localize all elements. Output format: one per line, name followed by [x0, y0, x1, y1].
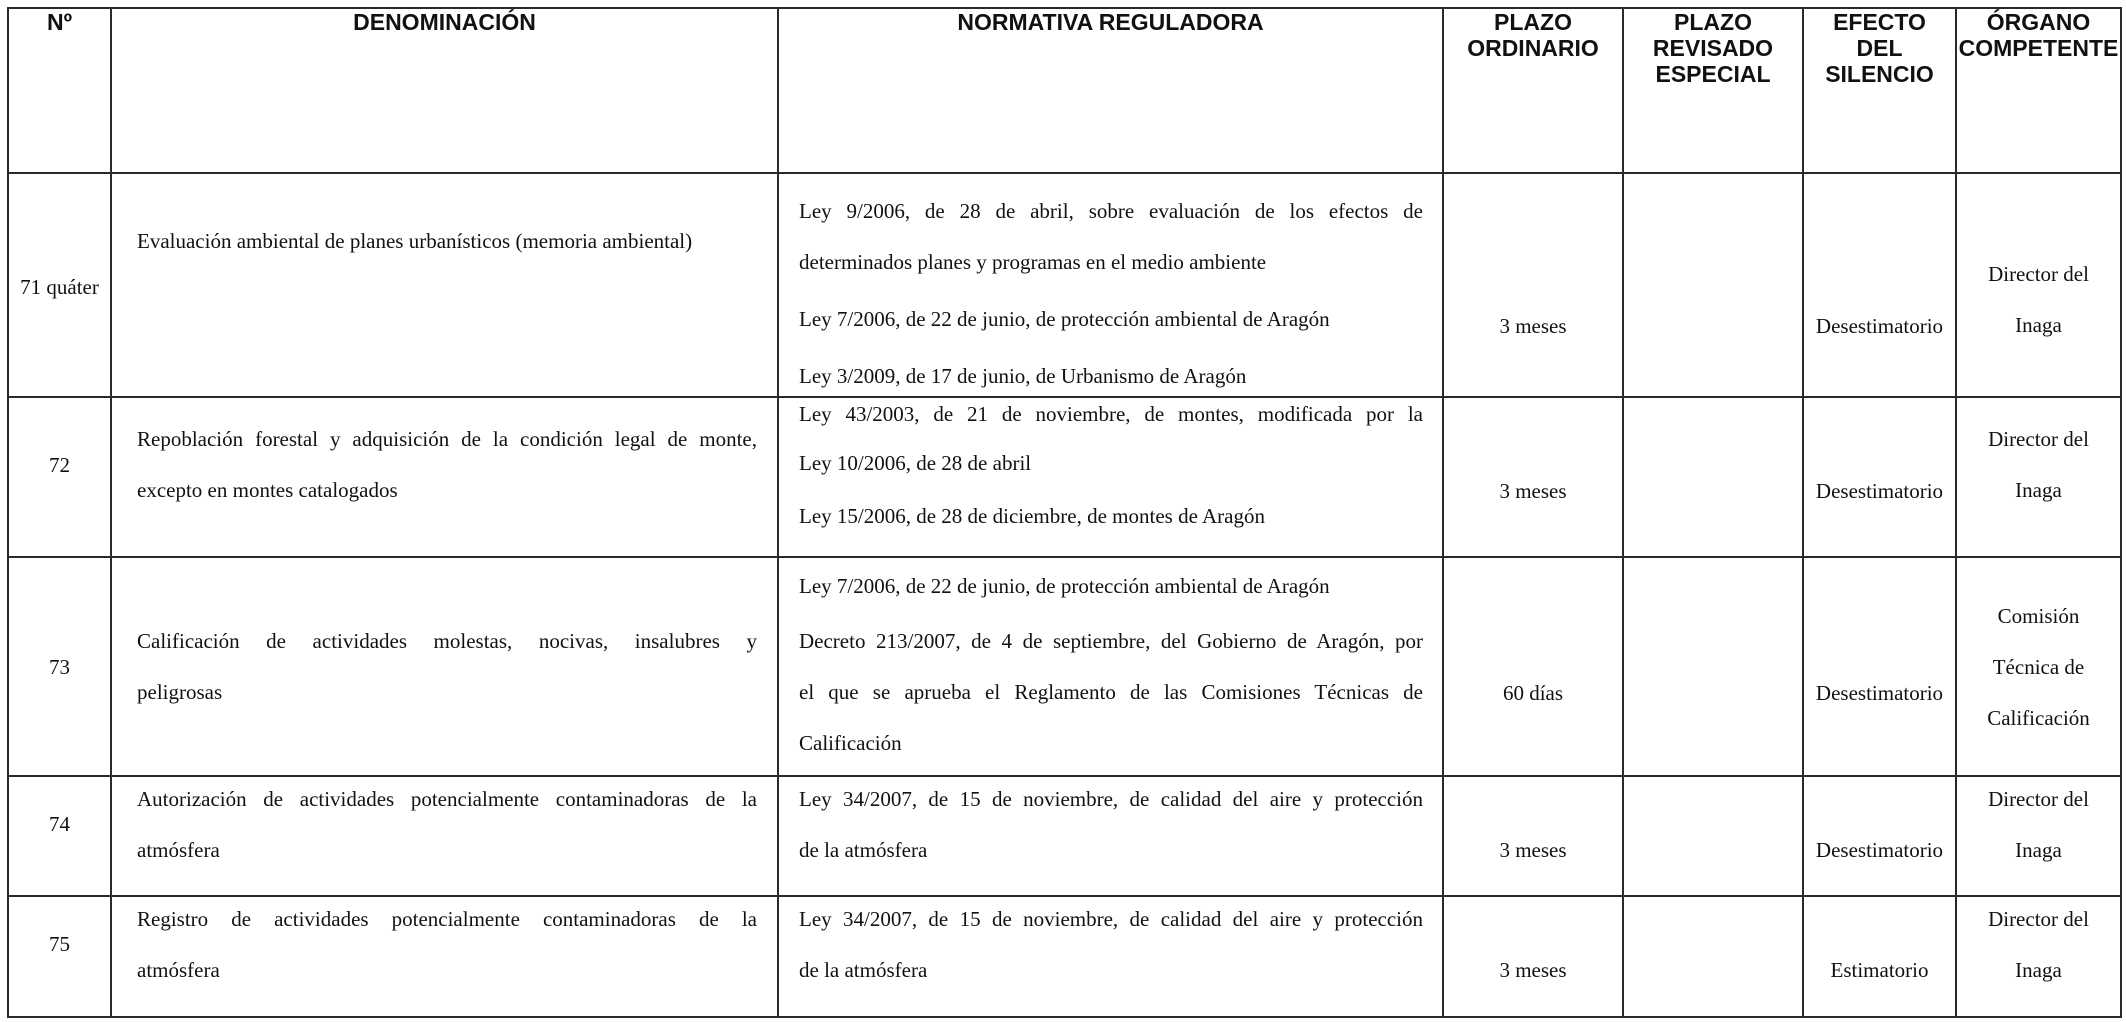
header-organo-competente: ÓRGANO COMPETENTE — [1956, 8, 2121, 173]
header-row — [8, 8, 2121, 173]
plazo-revisado-cell — [1623, 557, 1803, 776]
organo-competente-cell: Director del Inaga — [1956, 896, 2121, 1017]
header-num: Nº — [8, 8, 111, 173]
row-number-cell: 74 — [8, 776, 111, 896]
table-row — [8, 557, 2121, 776]
organo-competente-cell: Director del Inaga — [1956, 173, 2121, 397]
table-row — [8, 896, 2121, 1017]
table-row — [8, 776, 2121, 896]
denominacion-cell: Autorización de actividades potencialmente contaminadoras de la atmósfera — [111, 776, 778, 896]
header-plazo-ordinario: PLAZO ORDINARIO — [1443, 8, 1623, 173]
organo-competente-cell: Director del Inaga — [1956, 397, 2121, 557]
plazo-ordinario-cell: 3 meses — [1443, 896, 1623, 1017]
efecto-silencio-cell: Desestimatorio — [1803, 173, 1956, 397]
efecto-silencio-cell: Desestimatorio — [1803, 557, 1956, 776]
denominacion-cell: Repoblación forestal y adquisición de la condición legal de monte, excepto en montes catalogados — [111, 397, 778, 557]
header-denominacion: DENOMINACIÓN — [111, 8, 778, 173]
plazo-ordinario-cell: 60 días — [1443, 557, 1623, 776]
denominacion-cell: Evaluación ambiental de planes urbanísticos (memoria ambiental) — [111, 173, 778, 397]
row-number-cell: 71 quáter — [8, 173, 111, 397]
efecto-silencio-cell: Desestimatorio — [1803, 397, 1956, 557]
table-row — [8, 173, 2121, 397]
plazo-revisado-cell — [1623, 173, 1803, 397]
row-number-cell: 72 — [8, 397, 111, 557]
normativa-cell: Ley 9/2006, de 28 de abril, sobre evaluación de los efectos de determinados planes y programas en el medio ambiente Ley 7/2006, de 22 de junio, de protección ambiental de Aragón Ley 3/2009, de 17 de junio, de Urbanismo de Aragón — [778, 173, 1443, 397]
plazo-revisado-cell — [1623, 397, 1803, 557]
plazo-revisado-cell — [1623, 896, 1803, 1017]
plazo-ordinario-cell: 3 meses — [1443, 173, 1623, 397]
normativa-cell: Ley 34/2007, de 15 de noviembre, de calidad del aire y protección de la atmósfera — [778, 896, 1443, 1017]
denominacion-cell: Calificación de actividades molestas, nocivas, insalubres y peligrosas — [111, 557, 778, 776]
header-normativa: NORMATIVA REGULADORA — [778, 8, 1443, 173]
normativa-cell: Ley 34/2007, de 15 de noviembre, de calidad del aire y protección de la atmósfera — [778, 776, 1443, 896]
organo-competente-cell: Director del Inaga — [1956, 776, 2121, 896]
plazo-ordinario-cell: 3 meses — [1443, 776, 1623, 896]
row-number-cell: 73 — [8, 557, 111, 776]
row-number-cell: 75 — [8, 896, 111, 1017]
plazo-revisado-cell — [1623, 776, 1803, 896]
table-row — [8, 397, 2121, 557]
organo-competente-cell: Comisión Técnica de Calificación — [1956, 557, 2121, 776]
efecto-silencio-cell: Desestimatorio — [1803, 776, 1956, 896]
normativa-cell: Ley 43/2003, de 21 de noviembre, de montes, modificada por la Ley 10/2006, de 28 de abril Ley 15/2006, de 28 de diciembre, de montes de Aragón — [778, 397, 1443, 557]
denominacion-cell: Registro de actividades potencialmente contaminadoras de la atmósfera — [111, 896, 778, 1017]
normativa-cell: Ley 7/2006, de 22 de junio, de protección ambiental de Aragón Decreto 213/2007, de 4 de septiembre, del Gobierno de Aragón, por el que se aprueba el Reglamento de las Comisiones Técnicas de Calificación — [778, 557, 1443, 776]
procedures-table — [7, 7, 2122, 1018]
header-efecto-silencio: EFECTO DEL SILENCIO — [1803, 8, 1956, 173]
header-plazo-revisado: PLAZO REVISADO ESPECIAL — [1623, 8, 1803, 173]
plazo-ordinario-cell: 3 meses — [1443, 397, 1623, 557]
efecto-silencio-cell: Estimatorio — [1803, 896, 1956, 1017]
